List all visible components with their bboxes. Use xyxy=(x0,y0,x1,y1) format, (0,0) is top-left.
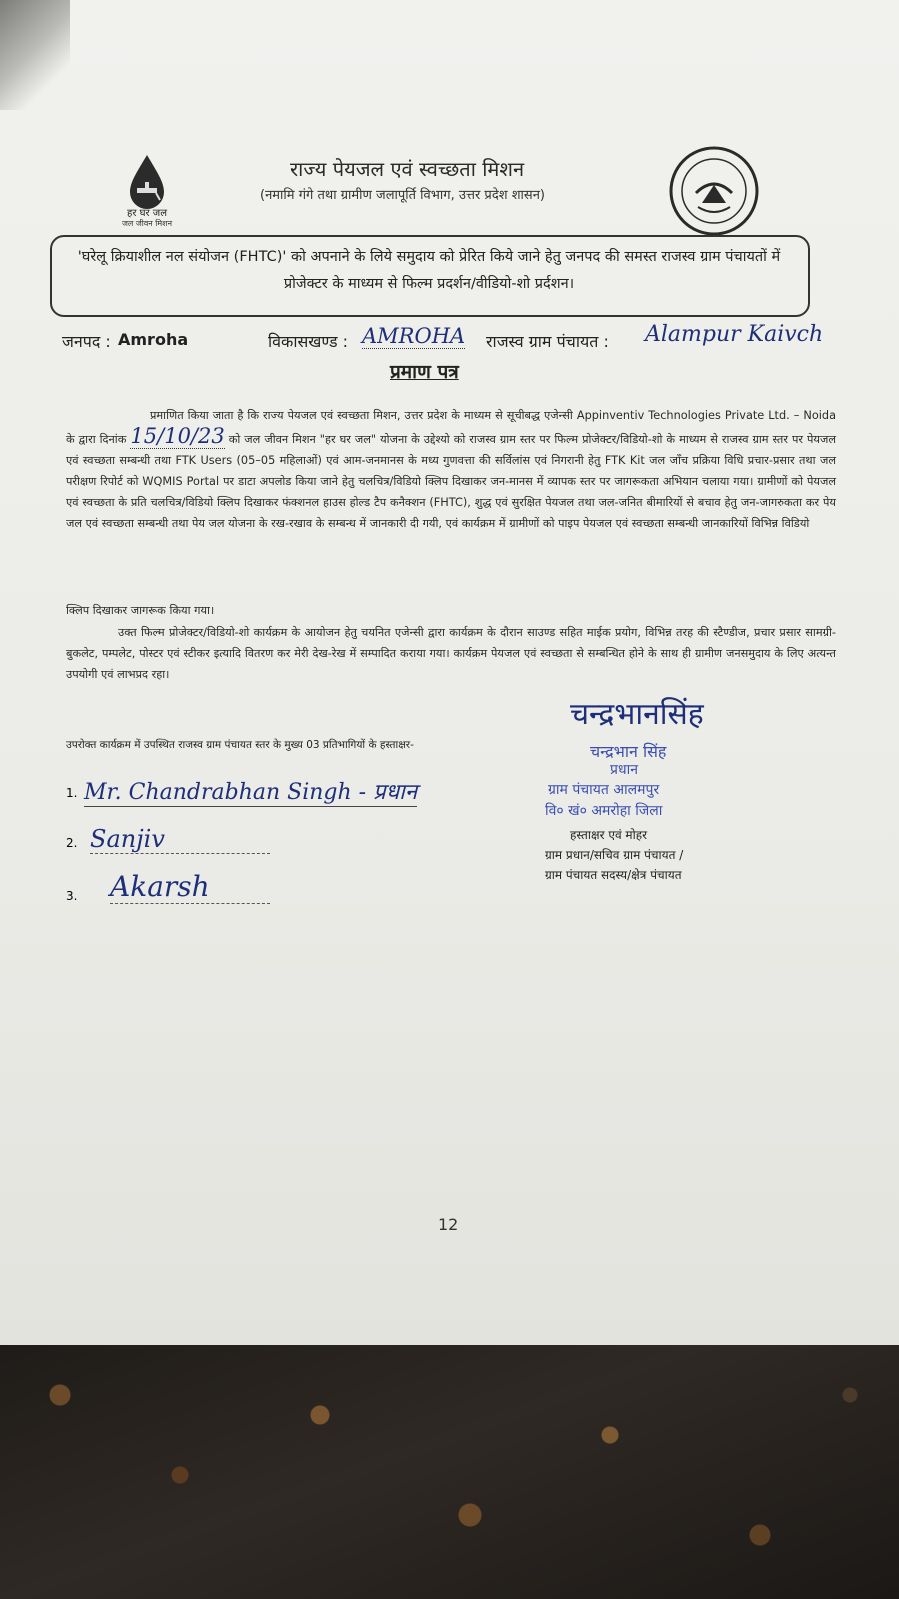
participants-caption: उपरोक्त कार्यक्रम में उपस्थित राजस्व ग्राम पंचायत स्तर के मुख्य 03 प्रतिभागियों के हस्ताक्षर- xyxy=(66,739,414,751)
participant-2-num: 2. xyxy=(66,836,78,850)
para1-part2: को जल जीवन मिशन "हर घर जल" योजना के उद्देश्यो को राजस्व ग्राम स्तर पर फिल्म प्रोजेक्टर/विडियो-शो के माध्यम से राजस्व ग्राम स्तर पर पेयजल एवं स्वच्छता सम्बन्धी तथा FTK Users (05–05 महिलाओं) एवं आम-जनमानस के मध्य गुणवत्ता की सर्विलांस एवं निगरानी हेतु FTK Kit जल जाँच प्रक्रिया विधि प्रचार-प्रसार तथा जल परीक्षण रिपोर्ट को WQMIS Portal पर डाटा अपलोड किया जाने हेतु चलचित्र/विडियो क्लिप दिखाकर जन-मानस में व्यापक स्तर पर जागरूकता अभियान चलाया गया। ग्रामीणों को पेयजल एवं स्वच्छता के प्रति चलचित्र/विडियो क्लिप दिखाकर फंक्शनल हाउस होल्ड टैप कनैक्शन (FHTC), शुद्ध एवं सुरक्षित पेयजल तथा जल-जनित बीमारियों से बचाव हेतु जन-जागरुकता कर पेय जल एवं स्वच्छता सम्बन्धी तथा पेय जल योजना के रख-रखाव के सम्बन्ध में जानकारी दी गयी, एवं कार्यक्रम में ग्रामीणों को पाइप पेयजल एवं स्वच्छता सम्बन्धी जानकारियों विभिन्न विडियो xyxy=(66,433,837,530)
banner-text: 'घरेलू क्रियाशील नल संयोजन (FHTC)' को अपनाने के लिये समुदाय को प्रेरित किये जाने हेतु जनपद की समस्त राजस्व ग्राम पंचायतों में प्रोजेक्टर के माध्यम से फिल्म प्रदर्शन/वीडियो-शो प्रर्दशन। xyxy=(77,249,781,292)
logo-caption-1: हर घर जल xyxy=(127,208,167,219)
logo-caption-2: जल जीवन मिशन xyxy=(121,219,173,228)
page-title: राज्य पेयजल एवं स्वच्छता मिशन xyxy=(290,157,525,181)
certificate-paragraph-1 xyxy=(66,405,836,534)
stamp-line-1: ग्राम पंचायत आलमपुर xyxy=(548,782,660,798)
certificate-heading: प्रमाण पत्र xyxy=(390,361,459,383)
panchayat-value: Alampur Kaivch xyxy=(645,322,824,347)
stamp-line-2: वि० खं० अमरोहा जिला xyxy=(545,803,663,819)
district-label: जनपद : xyxy=(62,332,111,351)
stamp-role: प्रधान xyxy=(610,762,638,778)
signatory-label-1: हस्ताक्षर एवं मोहर xyxy=(570,828,648,842)
participant-3-num: 3. xyxy=(66,889,78,903)
background-surface xyxy=(0,1335,899,1599)
signatory-label-3: ग्राम पंचायत सदस्य/क्षेत्र पंचायत xyxy=(545,868,682,882)
para1-part1: प्रमाणित किया जाता है कि राज्य पेयजल एवं स्वच्छता मिशन, उत्तर प्रदेश के माध्यम से सूचीबद्ध एजेन्सी Appinventiv Technologies Private Ltd. – Noida के द्वारा दिनांक xyxy=(66,409,836,446)
para1-end: क्लिप दिखाकर जागरूक किया गया। xyxy=(66,604,215,617)
participant-3-signature: Akarsh xyxy=(110,870,270,904)
participant-2-signature: Sanjiv xyxy=(90,825,270,854)
participant-1-num: 1. xyxy=(66,786,78,800)
participant-1-signature: Mr. Chandrabhan Singh - प्रधान xyxy=(84,776,417,807)
stamp-name: चन्द्रभान सिंह xyxy=(590,742,667,761)
page-fold-shadow xyxy=(0,0,70,110)
block-value: AMROHA xyxy=(362,324,466,348)
page-number: 12 xyxy=(438,1215,459,1234)
block-label: विकासखण्ड : xyxy=(268,332,349,351)
district-value: Amroha xyxy=(118,330,189,349)
event-date: 15/10/23 xyxy=(130,424,225,448)
certificate-paragraph-2: उक्त फिल्म प्रोजेक्टर/विडियो-शो कार्यक्रम के आयोजन हेतु चयनित एजेन्सी द्वारा कार्यक्रम के दौरान साउण्ड सहित माईक प्रयोग, विभिन्न तरह की स्टैण्डीज, प्रचार प्रसार सामग्री-बुकलेट, पम्पलेट, पोस्टर एवं स्टीकर इत्यादि वितरण कर मेरी देख-रेख में सम्पादित कराया गया। कार्यक्रम पेयजल एवं स्वच्छता से सम्बन्धित होने के साथ ही ग्रामीण जनसमुदाय के लिए अत्यन्त उपयोगी एवं लाभप्रद रहा। xyxy=(66,626,836,681)
pradhan-signature: चन्द्रभानसिंह xyxy=(570,697,704,732)
signatory-label-2: ग्राम प्रधान/सचिव ग्राम पंचायत / xyxy=(545,848,684,862)
page-subtitle: (नमामि गंगे तथा ग्रामीण जलापूर्ति विभाग, उत्तर प्रदेश शासन) xyxy=(260,188,545,203)
up-government-emblem-icon xyxy=(668,145,760,237)
panchayat-label: राजस्व ग्राम पंचायत : xyxy=(486,332,609,351)
